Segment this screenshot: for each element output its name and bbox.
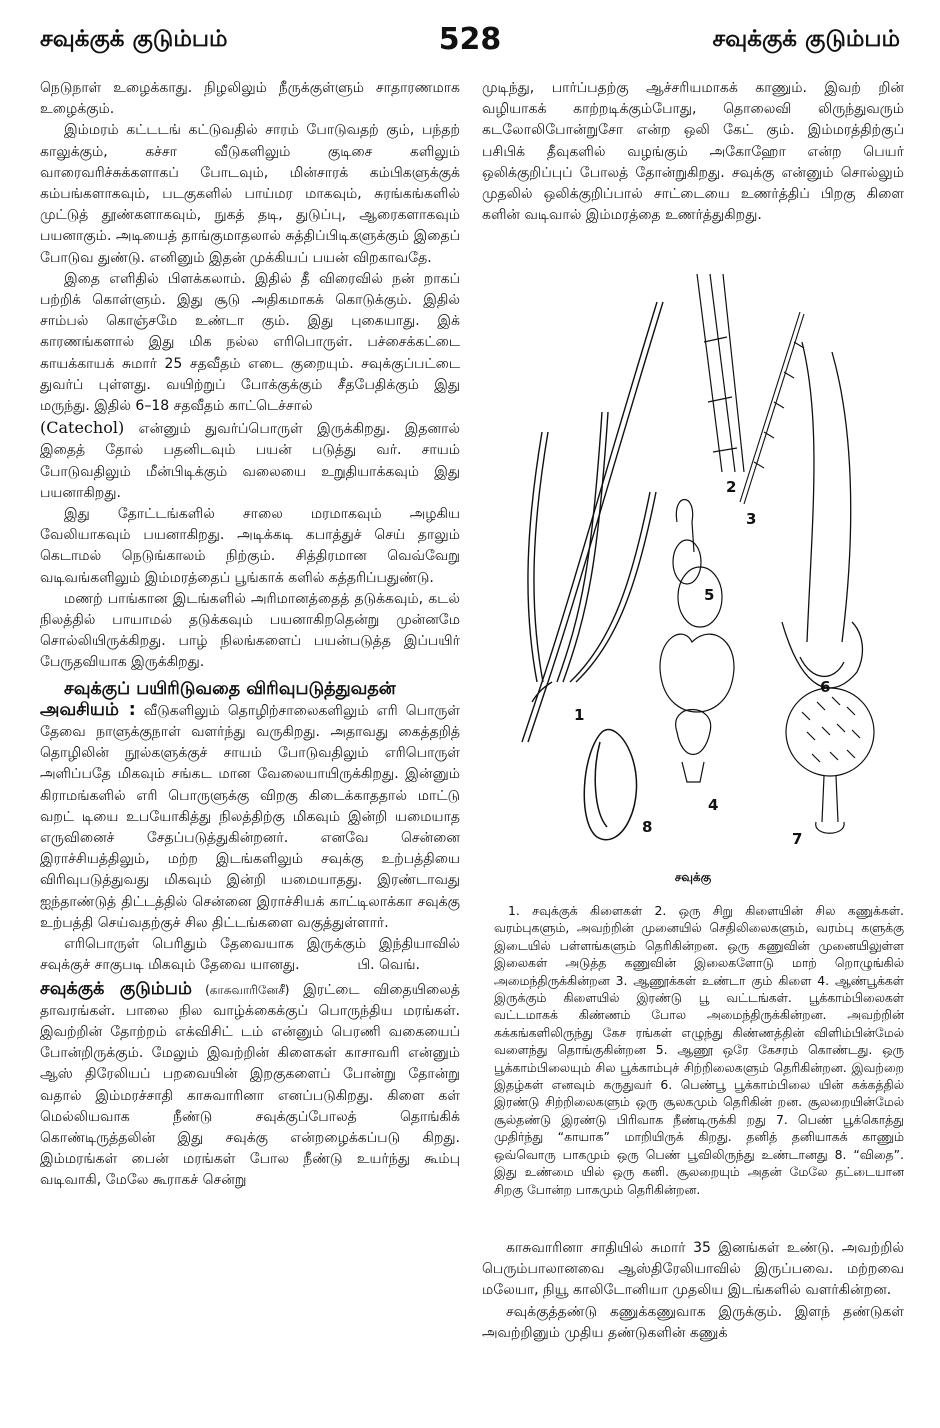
fruit-cone-7 xyxy=(786,688,874,833)
figure-label-1: 1 xyxy=(574,706,585,724)
page-number: 528 xyxy=(438,22,502,57)
figure-label-4: 4 xyxy=(708,796,719,814)
flower-whorls-4 xyxy=(660,634,734,782)
paragraph-text: இதை எளிதில் பிளக்கலாம். இதில் தீ விரைவில் நன் றாகப் பற்றிக் கொள்ளும். இது சூடு அதிகமாகக் கொடுக்கும். இதில் சாம்பல் கொஞ்சமே உண்டா கும். இது புகையாது. இக் காரணங்களால் இது மிக நல்ல எரிபொருள். பச்சைக்கட்டை காயக்காயக் சுமார் 25 சதவீதம் எடை குறையும். சவுக்குப்பட்டை துவர்ப் புள்ளது. வயிற்றுப் போக்குக்கும் சீதபேதிக்கும் இது மருந்து. இதில் 6–18 சதவீதம் காட்டெச்சால் xyxy=(40,270,460,415)
section-heading-cont: அவசியம் : xyxy=(40,699,136,720)
running-title-right: சவுக்குக் குடும்பம் xyxy=(712,26,900,52)
female-flower-6 xyxy=(782,342,862,688)
paragraph: சவுக்குத்தண்டு கணுக்கணுவாக இருக்கும். இளந் தண்டுகள் அவற்றினும் முதிய தண்டுகளின் கணுக் xyxy=(482,1303,904,1341)
node-segments-2 xyxy=(697,274,744,472)
paragraph: மணற் பாங்கான இடங்களில் அரிமானத்தைத் தடுக்கவும், கடல் நிலத்தில் பாயாமல் தடுக்கவும் பயனாகிறதென்று முன்னமே சொல்லியிருக்கிறது. பாழ் நிலங்களைப் பயன்படுத்த இப்பயிர் பேருதவியாக இருக்கிறது. xyxy=(40,590,460,671)
caption-text: 1. சவுக்குக் கிளைகள் 2. ஒரு சிறு கிளையின் சில கணுக்கள். வரம்புகளும், அவற்றின் முனையில் செதிலிலைகளும், வரம்பு களுக்கு இடையில் பள்ளங்களும் தெரிகின்றன. ஒரு கணுவின் முனையிலுள்ள இலைகள் அடுத்த கணுவின் இலைகளோடு மாற் றொழுங்கில் அமைந்திருக்கின்றன 3. ஆணூக்கள் உண்டா கும் கிளை 4. ஆண்பூக்கள் இருக்கும் கிளையில் இரண்டு பூ வட்டங்கள். பூக்காம்பிலைகள் வட்டமாகக் கிண்ணம் போல அமைந்திருக்கின்றன. அவற்றின் கக்கங்களிலிருந்து கேச ரங்கள் எழுந்து கிண்ணத்தின் விளிம்பின்மேல் வளைந்து தொங்குகின்றன 5. ஆணூ ஒரே கேசரம் கொண்டது. ஒரு பூக்காம்பிலையும் சில பூக்காம்புச் சிற்றிலைகளும் தெரிகின்றன. இவற்றை இதழ்கள் எனவும் கருதுவர் 6. பெண்பூ பூக்காம்பிலை யின் கக்கத்தில் இரண்டு சிற்றிலைகளும் ஒரு சூலகமும் தெரிகின் றன. சூலறையின்மேல் சூல்தண்டு இரண்டு பிரிவாக நீண்டிருக்கி றது 7. பெண் பூக்கொத்து முதிர்ந்து “காயாக” மாறியிருக் கிறது. தனித் தனியாகக் காணும் ஒவ்வொரு பாகமும் ஒரு பெண் பூவிலிருந்து உண்டானது 8. “விதை”. இது உண்மை யில் ஒரு கனி. சூலறையும் அதன் மேலே தட்டையான சிறகு போன்ற பாகமும் தெரிகின்றன. xyxy=(494,903,904,1197)
author-initials: பி. வெங். xyxy=(357,957,420,974)
botanical-illustration xyxy=(482,262,904,872)
paragraph xyxy=(40,700,460,934)
figure-label-2: 2 xyxy=(726,478,737,496)
page-header xyxy=(40,22,900,66)
right-column-top xyxy=(482,78,904,226)
article-heading-latin: (காசுவாரினேசீ) xyxy=(191,982,290,997)
paragraph: நெடுநாள் உழைக்காது. நிழலிலும் நீருக்குள்ளும் சாதாரணமாக உழைக்கும். xyxy=(40,80,460,118)
male-branch-3 xyxy=(740,312,804,504)
left-column xyxy=(40,78,460,1192)
running-title-left: சவுக்குக் குடும்பம் xyxy=(40,26,228,52)
figure-title: சவுக்கு xyxy=(674,870,712,884)
paragraph: எரிபொருள் பெரிதும் தேவையாக இருக்கும் இந்தியாவில் சவுக்குச் சாகுபடி மிகவும் தேவை யானது. xyxy=(40,935,460,974)
figure-caption xyxy=(494,902,904,1198)
section-heading: சவுக்குப் பயிரிடுவதை விரிவுபடுத்துவதன் xyxy=(64,678,396,699)
paragraph-text: வீடுகளிலும் தொழிற்சாலைகளிலும் எரி பொருள் தேவை நாளுக்குநாள் வளர்ந்து வருகிறது. அதாவது கைத்தறித் தொழிலின் நூல்களுக்குச் சாயம் போடுவதிலும் எரிபொருள் அளிப்பதே மிகவும் சங்கட மான வேலையாயிருக்கிறது. இன்னும் கிராமங்களில் எரி பொருளுக்கு விறகு கிடைக்காததால் மாட்டு வறட் டியை உபயோகித்து நிலத்திற்கு மிகவும் இன்றி யமையாத எருவினைச் சேதப்படுத்துகின்றனர். எனவே சென்னை இராச்சியத்திலும், மற்ற இடங்களிலும் சவுக்கு உற்பத்தியை விரிவுபடுத்துவது மிகவும் இன்றி யமையாதது. இரண்டாவது ஐந்தாண்டுத் திட்டத்தில் சென்னை இராச்சியக் காட்டிலாக்கா சவுக்கு உற்பத்தி செய்வதற்குச் சில திட்டங்களை வகுத்துள்ளார். xyxy=(40,702,460,931)
paragraph: இது தோட்டங்களில் சாலை மரமாகவும் அழகிய வேலியாகவும் பயனாகிறது. அடிக்கடி கபாத்துச் செய் தாலும் கெடாமல் நெடுங்காலம் நிற்கும். சித்திரமான வெவ்வேறு வடிவங்களிலும் இம்மரத்தைப் பூங்காக் களில் கத்தரிப்பதுண்டு. xyxy=(40,506,460,586)
latin-term: (Catechol) xyxy=(40,418,125,438)
seed-8 xyxy=(584,730,636,840)
figure-label-5: 5 xyxy=(704,586,715,604)
article-heading: சவுக்குக் குடும்பம் xyxy=(40,978,192,999)
paragraph-text: என்னும் துவர்ப்பொருள் இருக்கிறது. இதனால் இதைத் தோல் பதனிடவும் பயன் படுத்து வர். சாயம் போடுவதிலும் மீன்பிடிக்கும் வலையை உறுதியாக்கவும் இது பயனாகிறது. xyxy=(40,421,460,501)
right-column-bottom xyxy=(482,1238,904,1344)
paragraph: இம்மரம் கட்டடங் கட்டுவதில் சாரம் போடுவதற் கும், பந்தற் காலுக்கும், கச்சா வீடுகளிலும் குடிசை களிலும் வாரைவரிச்சுக்களாகப் போடவும், மின்சாரக் கம்பிகளுக்குக் கம்பங்களாகவும், படகுகளில் பாய்மர மாகவும், சுரங்கங்களில் முட்டுத் தூண்களாகவும், நுகத் தடி, துடுப்பு, ஆரைகளாகவும் பயனாகும். அடியைத் தாங்குமாதலால் சுத்திப்பிடிகளுக்கும் இதைப் போடுவ துண்டு. எனினும் இதன் முக்கியப் பயன் விறகாவதே. xyxy=(40,122,460,266)
paragraph: காசுவாரினா சாதியில் சுமார் 35 இனங்கள் உண்டு. அவற்றில் பெரும்பாலானவை ஆஸ்திரேலியாவில் இருப்பவை. மற்றவை மலேயா, நியூ காலிடோனியா முதலிய இடங்களில் வளர்கின்றன. xyxy=(482,1240,904,1299)
paragraph-text: இரட்டை விதையிலைத் தாவரங்கள். பாலை நில வாழ்க்கைக்குப் பொருந்திய மரங்கள். இவற்றின் தோற்றம் எக்விசிட் டம் என்னும் பெரணி வகையைப் போன்றிருக்கும். மேலும் இவற்றின் கிளைகள் காசாவரி என்னும் ஆஸ் திரேலியப் பறவையின் இறகுகளைப் போன்று தோன்று வதால் இம்மரச்சாதி காசுவாரினா எனப்படுகிறது. கிளை கள் மெல்லியவாக நீண்டு சவுக்குப்போலத் தொங்கிக் கொண்டிருத்தலின் இது சவுக்கு என்றழைக்கப்படு கிறது. இம்மரங்கள் பைன் மரங்கள் போல நீண்டு உயர்ந்து கூம்பு வடிவாகி, மேலே கூராகச் சென்று xyxy=(40,981,460,1189)
paragraph xyxy=(40,979,460,1192)
figure-label-6: 6 xyxy=(820,678,831,696)
figure-label-8: 8 xyxy=(642,818,653,836)
paragraph: முடிந்து, பார்ப்பதற்கு ஆச்சரியமாகக் காணும். இவற் றின் வழியாகக் காற்றடிக்கும்போது, தொலைவி லிருந்துவரும் கடலோலிபோன்றுசோ என்ற ஒலி கேட் கும். இம்மரத்திற்குப் பசிபிக் தீவுகளில் வழங்கும் அகோஹோ என்ற பெயர் ஒலிக்குறிப்புப் போலத் தோன்றுகிறது. சவுக்கு என்னும் சொல்லும் முதலில் ஒலிக்குறிப்பால் சாட்டையை உணர்த்திப் பிறகு கிளை களின் வடிவால் இம்மரத்தை உணர்த்துகிறது. xyxy=(482,80,904,224)
stamen-5 xyxy=(673,500,722,628)
figure-label-3: 3 xyxy=(746,510,757,528)
paragraph xyxy=(40,269,460,504)
figure-label-7: 7 xyxy=(792,830,803,848)
branch-drawing-1 xyxy=(522,302,663,742)
